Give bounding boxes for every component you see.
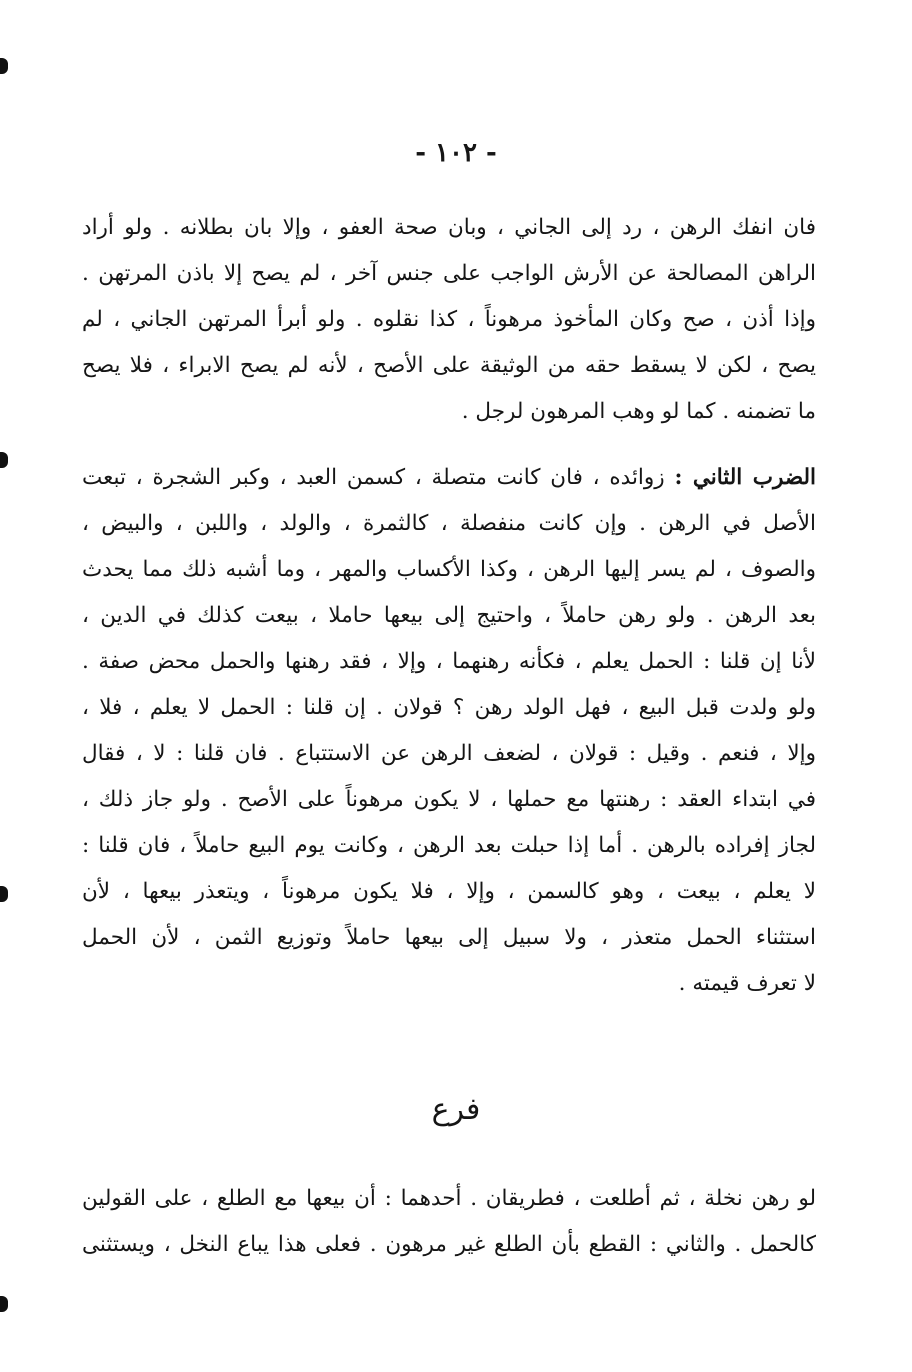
page-number: - ١٠٢ - [415, 138, 497, 168]
text-line: ولو ولدت قبل البيع ، فهل الولد رهن ؟ قولان . إن قلنا : الحمل لا يعلم ، فلا ، [82, 695, 816, 720]
text-line: لأنا إن قلنا : الحمل يعلم ، فكأنه رهنهما ، وإلا ، فقد رهنها والحمل محض صفة . [82, 649, 816, 674]
text-line: الأصل في الرهن . وإن كانت منفصلة ، كالثمرة ، والولد ، واللبن ، والبيض ، [82, 511, 816, 536]
text-line: وإذا أذن ، صح وكان المأخوذ مرهوناً ، كذا نقلوه . ولو أبرأ المرتهن الجاني ، لم [82, 307, 816, 332]
text-line: لا تعرف قيمته . [678, 971, 816, 996]
text-line: يصح ، لكن لا يسقط حقه من الوثيقة على الأصح ، لأنه لم يصح الابراء ، فلا يصح [82, 353, 816, 378]
text-line: لا يعلم ، بيعت ، وهو كالسمن ، وإلا ، فلا يكون مرهوناً ، ويتعذر بيعها ، لأن [82, 879, 816, 904]
text-line: لجاز إفراده بالرهن . أما إذا حبلت بعد الرهن ، وكانت يوم البيع حاملاً ، فان قلنا : [82, 833, 816, 858]
text-line: بعد الرهن . ولو رهن حاملاً ، واحتيج إلى بيعها حاملا ، بيعت كذلك في الدين ، [82, 603, 816, 628]
text-line: ما تضمنه . كما لو وهب المرهون لرجل . [461, 399, 816, 424]
scan-edge-mark [0, 452, 8, 468]
text-line [82, 455, 816, 501]
text-line: والصوف ، لم يسر إليها الرهن ، وكذا الأكساب والمهر ، وما أشبه ذلك مما يحدث [82, 557, 816, 582]
section-lead: الضرب الثاني : [674, 465, 816, 490]
text-line: فان انفك الرهن ، رد إلى الجاني ، وبان صحة العفو ، وإلا بان بطلانه . ولو أراد [82, 215, 816, 240]
text-line: استثناء الحمل متعذر ، ولا سبيل إلى بيعها حاملاً وتوزيع الثمن ، لأن الحمل [82, 925, 816, 950]
scan-edge-mark [0, 1296, 8, 1312]
text-run: زوائده ، فان كانت متصلة ، كسمن العبد ، وكبر الشجرة ، تبعت [82, 465, 675, 490]
paragraph [82, 1176, 816, 1268]
paragraph [82, 455, 816, 1007]
text-line: الراهن المصالحة عن الأرش الواجب على جنس آخر ، لم يصح إلا باذن المرتهن . [82, 261, 816, 286]
section-heading: فرع [431, 1092, 481, 1127]
paragraph [82, 205, 816, 435]
text-line: لو رهن نخلة ، ثم أطلعت ، فطريقان . أحدهما : أن بيعها مع الطلع ، على القولين [82, 1186, 816, 1211]
scan-edge-mark [0, 886, 8, 902]
text-line: كالحمل . والثاني : القطع بأن الطلع غير مرهون . فعلى هذا يباع النخل ، ويستثنى [82, 1232, 816, 1257]
text-line: في ابتداء العقد : رهنتها مع حملها ، لا يكون مرهوناً على الأصح . ولو جاز ذلك ، [82, 787, 816, 812]
text-line: وإلا ، فنعم . وقيل : قولان ، لضعف الرهن عن الاستتباع . فان قلنا : لا ، فقال [82, 741, 816, 766]
scan-edge-mark [0, 58, 8, 74]
